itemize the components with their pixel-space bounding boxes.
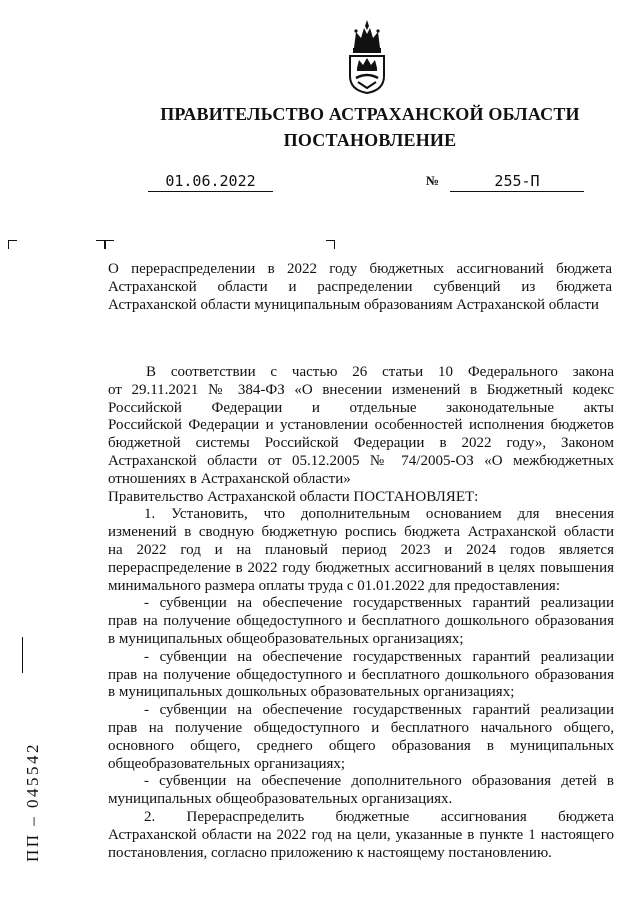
body-line: на 2022 год и на плановый период 2023 и 2024 годов является bbox=[108, 541, 614, 558]
body-line: Астраханской области от 05.12.2005 № 74/2005-ОЗ «О межбюджетных bbox=[108, 452, 614, 469]
body-line: прав на получение общедоступного и бесплатного дошкольного образования bbox=[108, 666, 614, 683]
organization-title: ПРАВИТЕЛЬСТВО АСТРАХАНСКОЙ ОБЛАСТИ bbox=[160, 104, 580, 124]
corner-mark bbox=[96, 240, 105, 249]
body-line: изменений в сводную бюджетную роспись бюджета Астраханской области bbox=[108, 524, 614, 541]
corner-mark bbox=[8, 240, 17, 249]
body-line: - субвенции на обеспечение дополнительного образования детей в bbox=[144, 773, 614, 790]
document-date: 01.06.2022 bbox=[148, 172, 273, 192]
body-line: Российской Федерации и отдельные законодательные акты bbox=[108, 399, 614, 416]
body-line: бюджетной системы Российской Федерации в 2022 году», Законом bbox=[108, 435, 614, 452]
body-line: В соответствии с частью 26 статьи 10 Федерального закона bbox=[146, 364, 614, 380]
corner-mark bbox=[326, 240, 335, 249]
body-line: Правительство Астраханской области ПОСТАНОВЛЯЕТ: bbox=[108, 488, 479, 505]
number-sign: № bbox=[426, 173, 440, 188]
subject-line: О перераспределении в 2022 году бюджетных ассигнований бюджета bbox=[108, 261, 612, 277]
document-number: 255-П bbox=[450, 172, 584, 192]
body-line: прав на получение общедоступного и бесплатного начального общего, bbox=[108, 719, 614, 736]
body-line: прав на получение общедоступного и бесплатного дошкольного образования bbox=[108, 613, 614, 630]
body-line: Российской Федерации и установлении особенностей исполнения бюджетов bbox=[108, 417, 614, 434]
body-line: в муниципальных дошкольных образовательных организациях; bbox=[108, 684, 515, 701]
corner-mark bbox=[105, 240, 114, 249]
body-line: 1. Установить, что дополнительным основанием для внесения bbox=[144, 506, 614, 523]
body-line: общеобразовательных организациях; bbox=[108, 755, 346, 772]
body-line: минимального размера оплаты труда с 01.01.2022 для предоставления: bbox=[108, 577, 560, 594]
body-line: основного общего, среднего общего образования в муниципальных bbox=[108, 737, 614, 754]
body-line: 2. Перераспределить бюджетные ассигнования бюджета bbox=[144, 808, 614, 825]
body-line: перераспределение в 2022 году бюджетных ассигнований в целях повышения bbox=[108, 559, 614, 576]
serial-number: ПП – 045542 bbox=[23, 741, 42, 863]
body-line: - субвенции на обеспечение государственных гарантий реализации bbox=[144, 595, 614, 612]
subject-line: Астраханской области и распределении субвенций из бюджета bbox=[108, 279, 612, 295]
coat-of-arms-icon bbox=[346, 18, 388, 94]
body-line: Астраханской области на 2022 год на цели, указанные в пункте 1 настоящего bbox=[108, 826, 614, 843]
body-line: в муниципальных общеобразовательных организациях; bbox=[108, 630, 464, 647]
document-subject bbox=[108, 260, 612, 314]
body-line: муниципальных общеобразовательных организациях. bbox=[108, 791, 453, 808]
body-line: - субвенции на обеспечение государственных гарантий реализации bbox=[144, 702, 614, 719]
document-type: ПОСТАНОВЛЕНИЕ bbox=[283, 130, 457, 150]
body-line: от 29.11.2021 № 384-ФЗ «О внесении изменений в Бюджетный кодекс bbox=[108, 381, 614, 398]
body-line: постановления, согласно приложению к настоящему постановлению. bbox=[108, 844, 552, 861]
body-line: - субвенции на обеспечение государственных гарантий реализации bbox=[144, 648, 614, 665]
margin-line bbox=[22, 637, 23, 673]
document-body bbox=[108, 364, 614, 862]
body-line: отношениях в Астраханской области» bbox=[108, 470, 351, 487]
subject-line: Астраханской области муниципальным образованиям Астраханской области bbox=[108, 297, 599, 313]
